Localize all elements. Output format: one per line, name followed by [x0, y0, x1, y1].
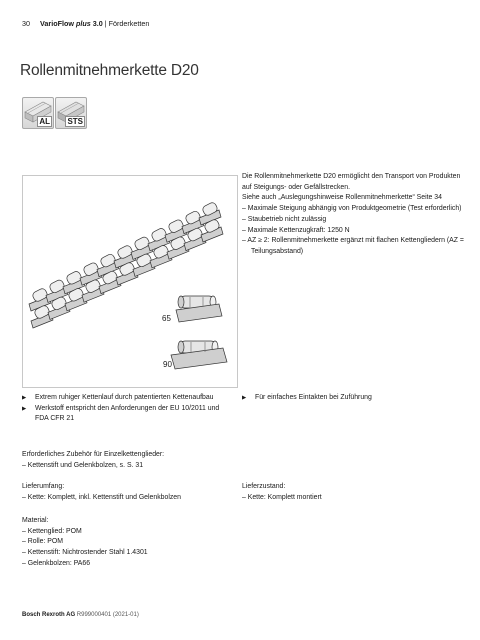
- description-item: – Maximale Kettenzugkraft: 1250 N: [242, 226, 350, 234]
- material-list: [22, 516, 322, 570]
- accessories-heading: Erforderliches Zubehör für Einzelkettenglieder:: [22, 451, 165, 458]
- required-accessories: [22, 450, 462, 471]
- single-link-90: [171, 341, 227, 369]
- material-heading: Material:: [22, 517, 49, 524]
- material-item: – Kettenglied: POM: [22, 527, 82, 535]
- feature-item: ▶ Werkstoff entspricht den Anforderungen der EU 10/2011 und FDA CFR 21: [22, 404, 220, 423]
- scope-of-delivery: [22, 482, 234, 503]
- description-item: – AZ ≥ 2: Rollenmitnehmerkette ergänzt mit flachen Kettengliedern (AZ = Teilungsabstand): [242, 237, 464, 255]
- figure-label-65: 65: [162, 314, 171, 323]
- badge-label-sts: STS: [67, 117, 83, 126]
- bullet-triangle-icon: ▶: [242, 395, 247, 401]
- description-item: – Maximale Steigung abhängig von Produktgeometrie (Test erforderlich): [242, 205, 462, 213]
- aluminium-profile-icon: [22, 97, 54, 129]
- material-item: – Gelenkbolzen: PA66: [22, 559, 91, 567]
- brand-version: 3.0: [92, 19, 103, 28]
- feature-item: ▶ Extrem ruhiger Kettenlauf durch patentierten Kettenaufbau: [22, 393, 234, 404]
- single-link-65: [176, 296, 222, 322]
- bullet-triangle-icon: ▶: [22, 395, 27, 401]
- product-figure: [22, 175, 238, 388]
- footer-company: Bosch Rexroth AG: [22, 612, 76, 618]
- brand-name: VarioFlow: [40, 19, 74, 28]
- description-item: – Staubetrieb nicht zulässig: [242, 215, 327, 223]
- features-left: [22, 393, 234, 425]
- stainless-steel-profile-icon: [55, 97, 87, 129]
- bullet-triangle-icon: ▶: [22, 405, 27, 412]
- delivery-state-item: – Kette: Komplett montiert: [242, 493, 322, 501]
- accessories-item: – Kettenstift und Gelenkbolzen, s. S. 31: [22, 461, 144, 469]
- brand-plus: plus: [75, 19, 91, 28]
- description-intro: Die Rollenmitnehmerkette D20 ermöglicht den Transport von Produkten auf Steigungs- oder Gefällstrecken.: [242, 173, 461, 191]
- page-footer: [22, 612, 139, 618]
- scope-heading: Lieferumfang:: [22, 483, 65, 490]
- delivery-state-heading: Lieferzustand:: [242, 483, 286, 490]
- badge-label-al: AL: [39, 117, 50, 126]
- product-description: [242, 172, 464, 258]
- page-title: Rollenmitnehmerkette D20: [20, 62, 199, 79]
- header-separator: |: [104, 19, 107, 28]
- feature-item: ▶ Für einfaches Eintakten bei Zuführung: [242, 393, 464, 404]
- footer-reference: R999000401 (2021-01): [76, 612, 139, 618]
- material-item: – Kettenstift: Nichtrostender Stahl 1.4301: [22, 549, 148, 557]
- scope-item: – Kette: Komplett, inkl. Kettenstift und Gelenkbolzen: [22, 493, 181, 501]
- roller-chain-illustration: [23, 176, 237, 387]
- delivery-state: [242, 482, 464, 503]
- description-see-also: Siehe auch „Auslegungshinweise Rollenmitnehmerkette“ Seite 34: [242, 194, 442, 202]
- page-number: 30: [22, 19, 30, 28]
- features-right: [242, 393, 464, 404]
- figure-label-90: 90: [163, 360, 172, 369]
- material-item: – Rolle: POM: [22, 538, 63, 546]
- header-section: Förderketten: [108, 19, 150, 28]
- running-header: [22, 19, 149, 28]
